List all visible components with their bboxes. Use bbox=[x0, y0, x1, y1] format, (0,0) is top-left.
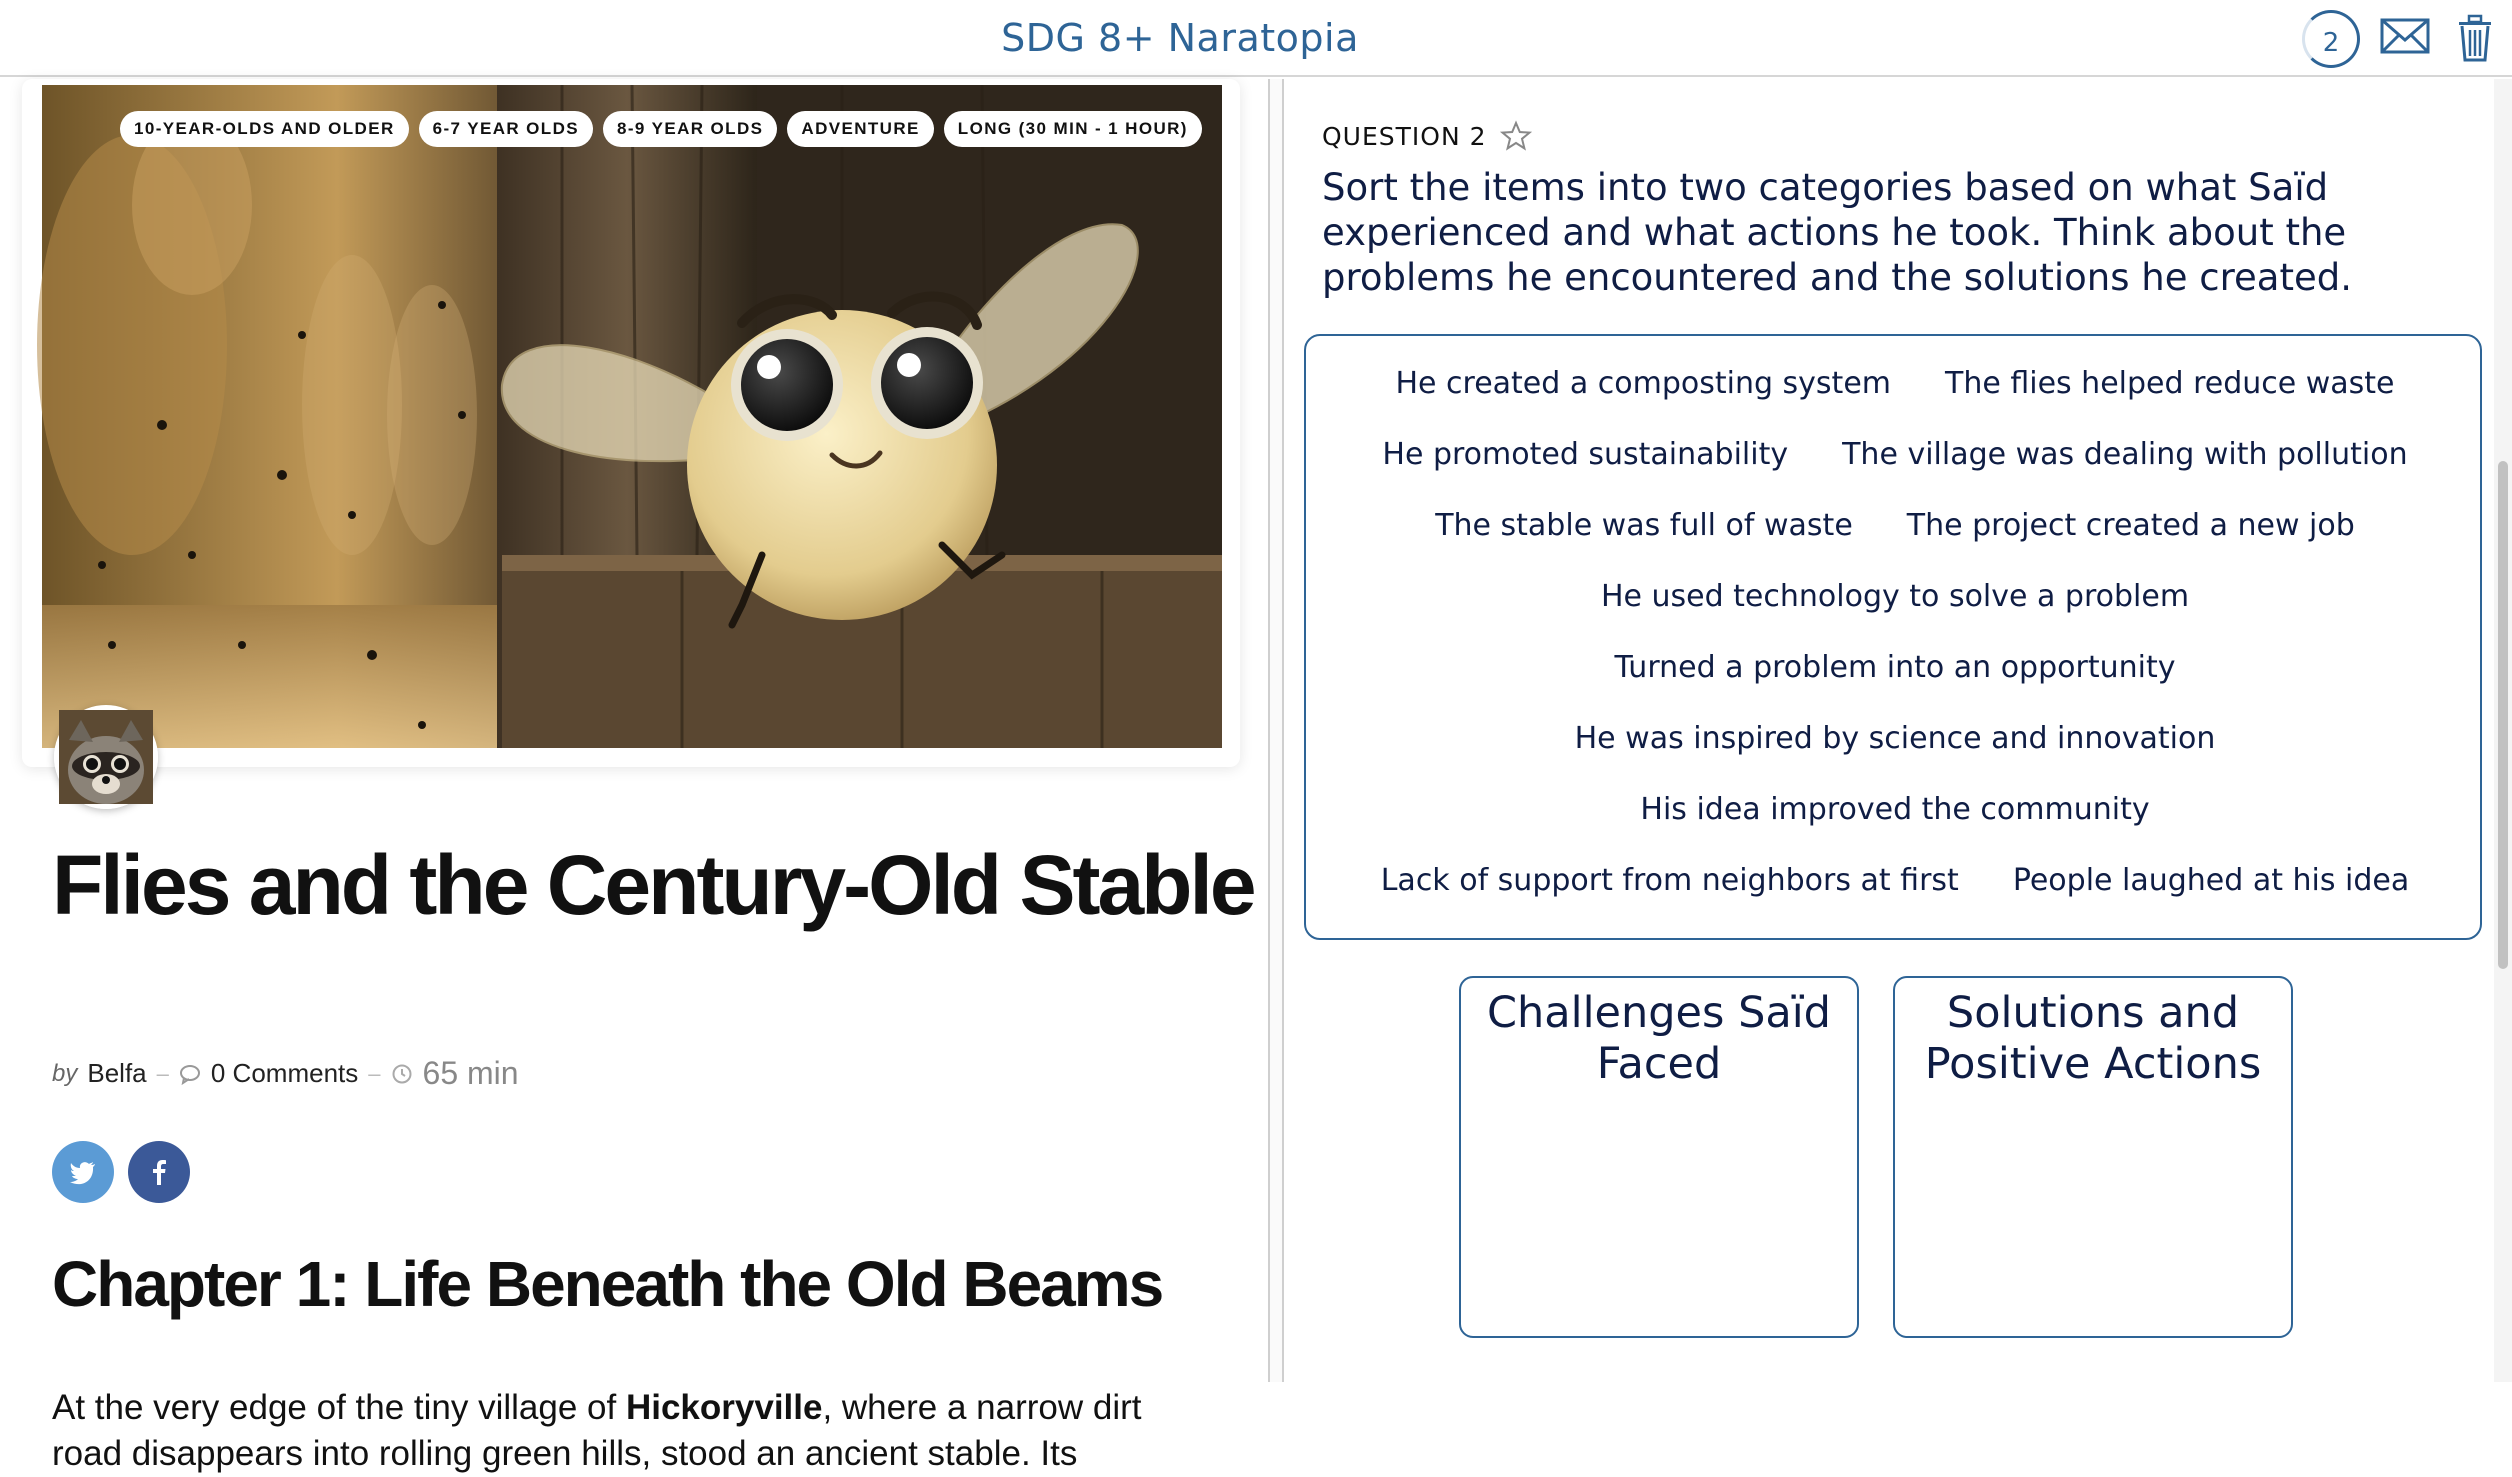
tag-chip[interactable]: ADVENTURE bbox=[787, 111, 933, 147]
question-prompt: Sort the items into two categories based on what Saïd experienced and what actions he took. Think about the problems he encountered and the solutions he created. bbox=[1322, 166, 2352, 299]
category-title: Solutions and Positive Actions bbox=[1924, 988, 2262, 1089]
facebook-icon bbox=[152, 1159, 166, 1185]
draggable-item[interactable]: Turned a problem into an opportunity bbox=[1614, 650, 2176, 685]
question-counter-badge[interactable]: 2 bbox=[2302, 10, 2360, 68]
village-name: Hickoryville bbox=[625, 1388, 823, 1427]
draggable-item[interactable]: He promoted sustainability bbox=[1382, 437, 1789, 472]
draggable-item[interactable]: The stable was full of waste bbox=[1435, 508, 1853, 543]
draggable-item[interactable]: He used technology to solve a problem bbox=[1600, 579, 2190, 614]
author-avatar[interactable] bbox=[54, 705, 158, 809]
question-header bbox=[1322, 121, 1531, 151]
quiz-scrollbar[interactable] bbox=[2494, 79, 2512, 1382]
draggable-item[interactable]: He created a composting system bbox=[1395, 366, 1891, 401]
twitter-icon bbox=[70, 1161, 96, 1183]
draggable-item[interactable]: He was inspired by science and innovation bbox=[1574, 721, 2216, 756]
draggable-item[interactable]: His idea improved the community bbox=[1640, 792, 2150, 827]
story-meta bbox=[52, 1055, 519, 1092]
tag-chip[interactable]: 10-YEAR-OLDS AND OLDER bbox=[120, 111, 409, 147]
tag-chip[interactable]: LONG (30 MIN - 1 HOUR) bbox=[944, 111, 1202, 147]
star-icon[interactable] bbox=[1501, 121, 1531, 151]
story-title: Flies and the Century-Old Stable bbox=[52, 838, 1254, 932]
draggable-item[interactable]: The project created a new job bbox=[1906, 508, 2355, 543]
drop-zone-solutions[interactable] bbox=[1893, 976, 2293, 1338]
comment-icon bbox=[179, 1063, 201, 1085]
author-link[interactable]: Belfa bbox=[87, 1058, 147, 1088]
twitter-share-button[interactable] bbox=[52, 1141, 114, 1203]
tag-chip[interactable]: 8-9 YEAR OLDS bbox=[603, 111, 777, 147]
hero-illustration bbox=[42, 85, 1222, 748]
comments-link[interactable]: 0 Comments bbox=[210, 1058, 359, 1088]
chapter-heading: Chapter 1: Life Beneath the Old Beams bbox=[52, 1248, 1163, 1320]
reading-time: 65 min bbox=[422, 1055, 519, 1091]
clock-icon bbox=[391, 1063, 413, 1085]
tag-chip[interactable]: 6-7 YEAR OLDS bbox=[419, 111, 593, 147]
meta-separator: – bbox=[368, 1060, 381, 1086]
category-title: Challenges Saïd Faced bbox=[1487, 988, 1831, 1089]
mail-icon[interactable] bbox=[2380, 14, 2430, 58]
pane-divider[interactable] bbox=[1268, 79, 1284, 1382]
trash-icon[interactable] bbox=[2456, 14, 2494, 62]
draggable-item[interactable]: The village was dealing with pollution bbox=[1842, 437, 2408, 472]
question-label: QUESTION 2 bbox=[1322, 121, 1487, 151]
meta-separator: – bbox=[156, 1060, 169, 1086]
sortable-items-pool bbox=[1304, 334, 2482, 940]
quiz-pane bbox=[1284, 79, 2494, 1382]
facebook-share-button[interactable] bbox=[128, 1141, 190, 1203]
draggable-item[interactable]: The flies helped reduce waste bbox=[1945, 366, 2395, 401]
story-body-paragraph: At the very edge of the tiny village of Hickoryville, where a narrow dirt road disappears into rolling green hills, stood an ancient stable. Its bbox=[52, 1388, 1142, 1473]
scrollbar-thumb[interactable] bbox=[2498, 461, 2508, 969]
app-title: SDG 8+ Naratopia bbox=[1001, 16, 1359, 60]
by-label: by bbox=[52, 1059, 78, 1087]
top-bar bbox=[0, 0, 2512, 77]
drop-zone-challenges[interactable] bbox=[1459, 976, 1859, 1338]
story-tags bbox=[120, 111, 1202, 147]
draggable-item[interactable]: People laughed at his idea bbox=[2012, 863, 2410, 898]
draggable-item[interactable]: Lack of support from neighbors at first bbox=[1380, 863, 1959, 898]
story-pane bbox=[0, 79, 1268, 1473]
